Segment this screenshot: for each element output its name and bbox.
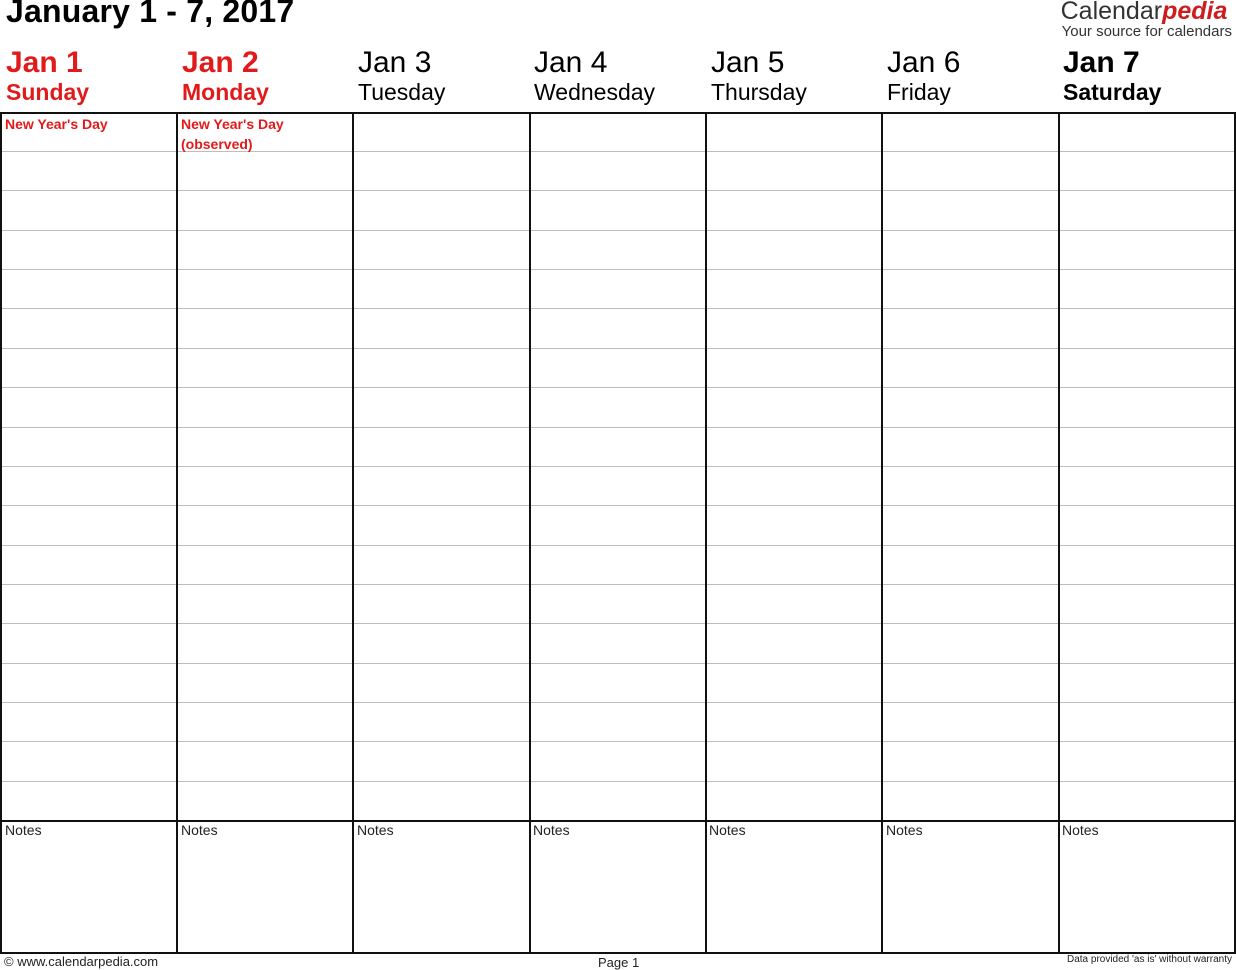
day-weekday: Sunday [6, 79, 90, 105]
column-divider [0, 112, 2, 954]
day-weekday: Wednesday [534, 79, 656, 105]
time-slot-line [0, 466, 1236, 467]
notes-label: Notes [533, 822, 570, 838]
time-slot-line [0, 269, 1236, 270]
notes-label: Notes [5, 822, 42, 838]
day-weekday: Monday [182, 79, 269, 105]
grid-bottom-border [0, 952, 1236, 954]
day-header-jan-7 [1063, 44, 1161, 114]
brand-logo [1061, 0, 1232, 39]
time-slot-line [0, 190, 1236, 191]
column-divider [176, 112, 178, 954]
holiday-name: New Year's Day [5, 116, 108, 132]
time-slot-line [0, 545, 1236, 546]
column-divider [881, 112, 883, 954]
time-slot-line [0, 348, 1236, 349]
day-date: Jan 3 [358, 46, 432, 79]
calendar-title: January 1 - 7, 2017 [6, 0, 295, 29]
column-divider [352, 112, 354, 954]
column-divider [1058, 112, 1060, 954]
holiday-label [5, 114, 108, 134]
notes-label: Notes [357, 822, 394, 838]
time-slot-line [0, 663, 1236, 664]
day-weekday: Friday [887, 79, 951, 105]
time-slot-line [0, 230, 1236, 231]
brand-name-suffix: pedia [1162, 0, 1228, 25]
day-date: Jan 7 [1063, 46, 1140, 79]
holiday-note: (observed) [181, 136, 253, 152]
footer-page-number: Page 1 [598, 955, 640, 970]
column-divider [529, 112, 531, 954]
day-weekday: Thursday [711, 79, 807, 105]
day-header-jan-4 [534, 44, 655, 114]
day-weekday: Saturday [1063, 79, 1162, 105]
day-date: Jan 1 [6, 46, 83, 79]
footer-copyright: © www.calendarpedia.com [4, 954, 159, 969]
time-slot-line [0, 781, 1236, 782]
time-slot-line [0, 584, 1236, 585]
day-date: Jan 6 [887, 46, 961, 79]
day-header-jan-5 [711, 44, 807, 114]
time-slot-line [0, 702, 1236, 703]
holiday-label [181, 114, 284, 154]
day-weekday: Tuesday [358, 79, 446, 105]
time-slot-line [0, 308, 1236, 309]
time-slot-line [0, 741, 1236, 742]
time-slot-line [0, 505, 1236, 506]
footer-disclaimer: Data provided 'as is' without warranty [1066, 954, 1232, 965]
brand-tagline: Your source for calendars [1061, 23, 1232, 40]
day-date: Jan 2 [182, 46, 259, 79]
notes-label: Notes [709, 822, 746, 838]
column-divider [705, 112, 707, 954]
notes-label: Notes [181, 822, 218, 838]
day-header-jan-6 [887, 44, 960, 114]
day-date: Jan 5 [711, 46, 785, 79]
brand-name-prefix: Calendar [1060, 0, 1163, 25]
day-header-jan-2 [182, 44, 269, 114]
time-slot-line [0, 623, 1236, 624]
time-slot-line [0, 427, 1236, 428]
day-header-jan-1 [6, 44, 89, 114]
notes-label: Notes [1062, 822, 1099, 838]
brand-name [1061, 0, 1232, 25]
day-date: Jan 4 [534, 46, 608, 79]
time-slot-line [0, 387, 1236, 388]
notes-label: Notes [886, 822, 923, 838]
day-header-jan-3 [358, 44, 445, 114]
holiday-name: New Year's Day [181, 116, 284, 132]
